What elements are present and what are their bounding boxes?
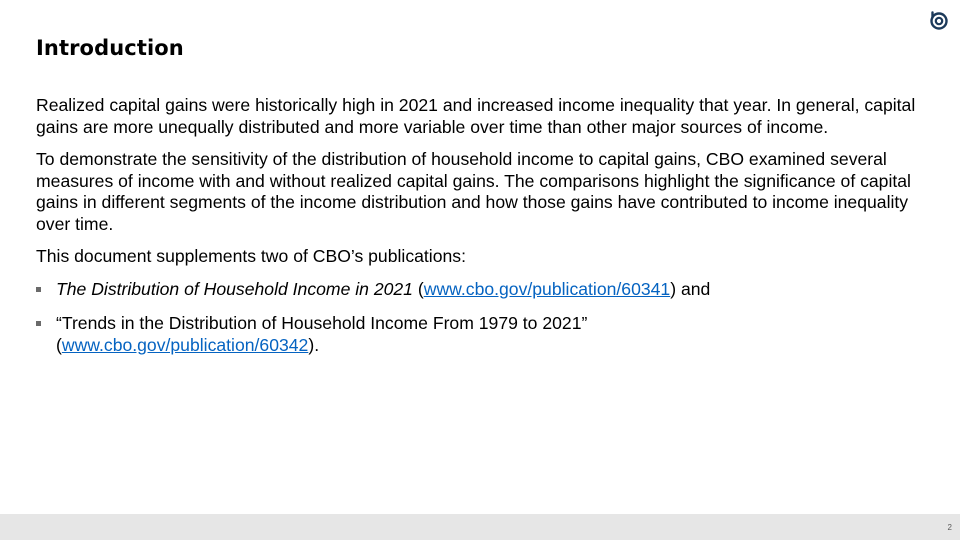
publication-list bbox=[36, 279, 941, 357]
slide-body bbox=[36, 95, 941, 369]
publication-close: ) and bbox=[670, 278, 711, 299]
page-number: 2 bbox=[947, 523, 952, 532]
publication-close: ). bbox=[308, 334, 320, 355]
cbo-logo-icon bbox=[929, 10, 949, 30]
square-bullet-icon bbox=[36, 287, 41, 292]
publication-title: “Trends in the Distribution of Household Income From 1979 to 2021” bbox=[56, 313, 588, 333]
intro-paragraph: Realized capital gains were historically high in 2021 and increased income inequality that year. In general, capital gains are more unequally distributed and more variable over time than other major sources of income. bbox=[36, 95, 916, 137]
publication-title: The Distribution of Household Income in 2021 bbox=[56, 278, 413, 299]
publication-link[interactable]: www.cbo.gov/publication/60341 bbox=[423, 278, 671, 299]
publication-item bbox=[36, 279, 941, 301]
square-bullet-icon bbox=[36, 321, 41, 326]
supplement-paragraph: This document supplements two of CBO’s publications: bbox=[36, 246, 466, 266]
publication-link[interactable]: www.cbo.gov/publication/60342 bbox=[61, 334, 309, 355]
publication-open: ( bbox=[56, 334, 62, 355]
footer-bar bbox=[0, 514, 960, 540]
methods-paragraph: To demonstrate the sensitivity of the distribution of household income to capital gains, CBO examined several measures of income with and without realized capital gains. The comparisons highlight the significance of capital gains in different segments of the income distribution and how those gains have contributed to income inequality over time. bbox=[36, 149, 911, 234]
slide-title: Introduction bbox=[36, 36, 184, 60]
publication-item bbox=[36, 313, 941, 356]
publication-open: ( bbox=[412, 278, 424, 299]
